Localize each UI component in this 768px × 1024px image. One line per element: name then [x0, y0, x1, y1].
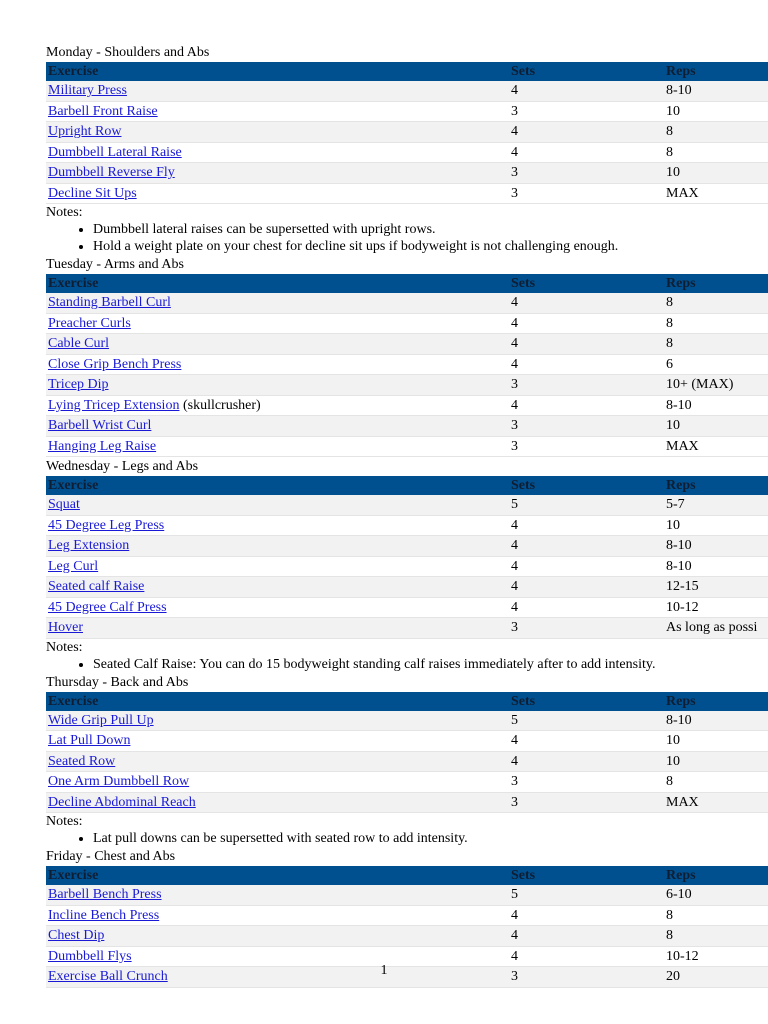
exercise-cell [46, 436, 509, 457]
page-number: 1 [380, 963, 388, 978]
header-row [46, 692, 768, 711]
sets-cell: 5 [509, 495, 664, 515]
sets-cell: 4 [509, 597, 664, 618]
reps-column-header: Reps [664, 866, 768, 885]
exercise-link[interactable]: Chest Dip [48, 928, 105, 944]
exercise-table [46, 274, 768, 457]
exercise-cell [46, 597, 509, 618]
reps-cell: 8-10 [664, 395, 768, 416]
reps-column-header: Reps [664, 274, 768, 293]
exercise-table [46, 62, 768, 204]
notes-label: Notes: [46, 639, 83, 655]
sets-cell: 3 [509, 101, 664, 122]
day-section [46, 673, 768, 848]
exercise-column-header: Exercise [46, 274, 509, 293]
exercise-link[interactable]: Barbell Wrist Curl [48, 418, 152, 434]
reps-cell: 8 [664, 122, 768, 143]
reps-cell: 8-10 [664, 81, 768, 101]
exercise-link[interactable]: Preacher Curls [48, 315, 131, 331]
sets-cell: 5 [509, 885, 664, 905]
sets-cell: 4 [509, 293, 664, 313]
day-title: Friday - Chest and Abs [46, 849, 176, 864]
reps-column-header: Reps [664, 62, 768, 81]
exercise-cell [46, 792, 509, 813]
exercise-link[interactable]: Barbell Front Raise [48, 103, 158, 119]
sets-cell: 3 [509, 792, 664, 813]
exercise-cell [46, 122, 509, 143]
table-row [46, 905, 768, 926]
reps-cell: 8 [664, 926, 768, 947]
exercise-cell [46, 905, 509, 926]
reps-cell: 10 [664, 163, 768, 184]
table-header [46, 476, 768, 495]
reps-cell: 8 [664, 293, 768, 313]
exercise-link[interactable]: Leg Extension [48, 538, 130, 554]
table-row [46, 395, 768, 416]
sets-cell: 4 [509, 354, 664, 375]
exercise-link[interactable]: Wide Grip Pull Up [48, 712, 154, 728]
table-row [46, 354, 768, 375]
reps-cell: 12-15 [664, 577, 768, 598]
day-section [46, 457, 768, 673]
table-body [46, 711, 768, 813]
table-header [46, 62, 768, 81]
exercise-cell [46, 926, 509, 947]
note-item: • Dumbbell lateral raises can be supersetted with upright rows. [93, 221, 768, 238]
table-row [46, 792, 768, 813]
sets-cell: 3 [509, 772, 664, 793]
sets-cell: 4 [509, 926, 664, 947]
reps-cell: 10 [664, 731, 768, 752]
exercise-link[interactable]: Squat [48, 497, 80, 513]
sets-cell: 3 [509, 618, 664, 639]
exercise-cell [46, 354, 509, 375]
table-body [46, 495, 768, 638]
exercise-cell [46, 395, 509, 416]
table-row [46, 334, 768, 355]
exercise-link[interactable]: One Arm Dumbbell Row [48, 774, 190, 790]
sets-cell: 4 [509, 731, 664, 752]
exercise-note-text: (skullcrusher) [182, 397, 261, 413]
table-row [46, 101, 768, 122]
reps-column-header: Reps [664, 692, 768, 711]
reps-cell: 8-10 [664, 711, 768, 731]
notes-list [46, 656, 768, 673]
sets-cell: 3 [509, 416, 664, 437]
exercise-link[interactable]: Tricep Dip [48, 377, 109, 393]
reps-cell: 10 [664, 515, 768, 536]
exercise-link[interactable]: Leg Curl [48, 558, 99, 574]
sets-cell: 4 [509, 536, 664, 557]
exercise-link[interactable]: Upright Row [48, 124, 122, 140]
reps-cell: 10+ (MAX) [664, 375, 768, 396]
sets-cell: 3 [509, 375, 664, 396]
table-row [46, 436, 768, 457]
sets-cell: 4 [509, 81, 664, 101]
reps-cell: 8-10 [664, 536, 768, 557]
exercise-cell [46, 163, 509, 184]
table-row [46, 313, 768, 334]
sets-column-header: Sets [509, 62, 664, 81]
table-row [46, 122, 768, 143]
sets-cell: 4 [509, 395, 664, 416]
exercise-cell [46, 101, 509, 122]
exercise-cell [46, 293, 509, 313]
sets-cell: 4 [509, 515, 664, 536]
table-row [46, 556, 768, 577]
table-body [46, 293, 768, 457]
exercise-column-header: Exercise [46, 692, 509, 711]
table-row [46, 293, 768, 313]
reps-cell: 10-12 [664, 597, 768, 618]
table-row [46, 885, 768, 905]
exercise-link[interactable]: Incline Bench Press [48, 907, 160, 923]
reps-cell: MAX [664, 436, 768, 457]
table-row [46, 597, 768, 618]
reps-cell: 8-10 [664, 556, 768, 577]
exercise-cell [46, 183, 509, 204]
exercise-cell [46, 556, 509, 577]
reps-cell: 20 [664, 967, 768, 988]
exercise-table [46, 692, 768, 814]
sets-cell: 4 [509, 946, 664, 967]
note-item: • Seated Calf Raise: You can do 15 bodyweight standing calf raises immediately after to add intensity. [93, 656, 768, 673]
table-row [46, 926, 768, 947]
note-item: • Hold a weight plate on your chest for decline sit ups if bodyweight is not challenging enough. [93, 238, 768, 255]
sets-cell: 4 [509, 122, 664, 143]
exercise-cell [46, 375, 509, 396]
day-title: Thursday - Back and Abs [46, 674, 189, 690]
table-row [46, 536, 768, 557]
table-row [46, 751, 768, 772]
day-section [46, 255, 768, 457]
table-row [46, 416, 768, 437]
exercise-link[interactable]: Exercise Ball Crunch [48, 969, 168, 985]
table-row [46, 577, 768, 598]
sets-cell: 5 [509, 711, 664, 731]
note-item: • Lat pull downs can be supersetted with seated row to add intensity. [93, 830, 768, 847]
notes-list [46, 221, 768, 255]
exercise-link[interactable]: Seated calf Raise [48, 579, 145, 595]
exercise-cell [46, 731, 509, 752]
reps-cell: 8 [664, 905, 768, 926]
exercise-column-header: Exercise [46, 866, 509, 885]
exercise-cell [46, 515, 509, 536]
exercise-link[interactable]: Standing Barbell Curl [48, 295, 171, 311]
exercise-link[interactable]: 45 Degree Calf Press [48, 599, 167, 615]
day-title: Wednesday - Legs and Abs [46, 459, 199, 474]
exercise-link[interactable]: Close Grip Bench Press [48, 356, 182, 372]
sets-column-header: Sets [509, 274, 664, 293]
sets-cell: 4 [509, 142, 664, 163]
exercise-link[interactable]: Decline Sit Ups [48, 185, 137, 201]
exercise-cell [46, 81, 509, 101]
table-row [46, 142, 768, 163]
header-row [46, 62, 768, 81]
exercise-cell [46, 536, 509, 557]
reps-cell: 8 [664, 142, 768, 163]
exercise-cell [46, 577, 509, 598]
table-row [46, 183, 768, 204]
header-row [46, 476, 768, 495]
sets-column-header: Sets [509, 866, 664, 885]
exercise-cell [46, 751, 509, 772]
day-title: Tuesday - Arms and Abs [46, 257, 184, 272]
exercise-cell [46, 618, 509, 639]
exercise-column-header: Exercise [46, 476, 509, 495]
exercise-link[interactable]: Lat Pull Down [48, 733, 131, 749]
exercise-link[interactable]: Hanging Leg Raise [48, 438, 157, 454]
reps-cell: 10 [664, 101, 768, 122]
workout-document [46, 43, 768, 988]
header-row [46, 274, 768, 293]
exercise-cell [46, 416, 509, 437]
sets-column-header: Sets [509, 476, 664, 495]
sets-cell: 4 [509, 905, 664, 926]
table-row [46, 515, 768, 536]
table-header [46, 866, 768, 885]
day-title: Monday - Shoulders and Abs [46, 45, 210, 60]
reps-cell: 10 [664, 751, 768, 772]
reps-cell: 10-12 [664, 946, 768, 967]
sets-cell: 3 [509, 967, 664, 988]
sets-column-header: Sets [509, 692, 664, 711]
exercise-cell [46, 495, 509, 515]
reps-cell: 10 [664, 416, 768, 437]
reps-cell: 8 [664, 334, 768, 355]
reps-cell: MAX [664, 183, 768, 204]
exercise-cell [46, 334, 509, 355]
sets-cell: 4 [509, 751, 664, 772]
notes-label: Notes: [46, 205, 83, 220]
exercise-cell [46, 772, 509, 793]
day-section [46, 43, 768, 255]
table-header [46, 692, 768, 711]
exercise-link[interactable]: Dumbbell Lateral Raise [48, 144, 182, 160]
table-row [46, 618, 768, 639]
exercise-link[interactable]: Lying Tricep Extension [48, 397, 180, 413]
sets-cell: 4 [509, 313, 664, 334]
reps-cell: As long as possi [664, 618, 768, 639]
sets-cell: 4 [509, 334, 664, 355]
exercise-cell [46, 142, 509, 163]
exercise-link[interactable]: Seated Row [48, 753, 116, 769]
exercise-link[interactable]: Dumbbell Reverse Fly [48, 165, 175, 181]
table-row [46, 495, 768, 515]
exercise-link[interactable]: Hover [48, 620, 83, 636]
reps-column-header: Reps [664, 476, 768, 495]
table-header [46, 274, 768, 293]
exercise-column-header: Exercise [46, 62, 509, 81]
table-row [46, 772, 768, 793]
table-row [46, 731, 768, 752]
notes-list [46, 830, 768, 847]
table-row [46, 81, 768, 101]
reps-cell: 5-7 [664, 495, 768, 515]
table-row [46, 163, 768, 184]
exercise-cell [46, 313, 509, 334]
exercise-link[interactable]: Military Press [48, 83, 127, 99]
exercise-link[interactable]: 45 Degree Leg Press [48, 517, 165, 533]
reps-cell: 8 [664, 313, 768, 334]
reps-cell: 8 [664, 772, 768, 793]
notes-label: Notes: [46, 814, 83, 829]
reps-cell: 6-10 [664, 885, 768, 905]
exercise-link[interactable]: Decline Abdominal Reach [48, 794, 196, 810]
table-row [46, 711, 768, 731]
exercise-link[interactable]: Cable Curl [48, 336, 110, 352]
exercise-link[interactable]: Dumbbell Flys [48, 948, 132, 964]
table-row [46, 375, 768, 396]
sets-cell: 4 [509, 577, 664, 598]
exercise-link[interactable]: Barbell Bench Press [48, 887, 162, 903]
sets-cell: 4 [509, 556, 664, 577]
sets-cell: 3 [509, 163, 664, 184]
exercise-cell [46, 711, 509, 731]
sets-cell: 3 [509, 436, 664, 457]
reps-cell: MAX [664, 792, 768, 813]
exercise-table [46, 476, 768, 639]
reps-cell: 6 [664, 354, 768, 375]
table-body [46, 81, 768, 204]
header-row [46, 866, 768, 885]
sets-cell: 3 [509, 183, 664, 204]
exercise-cell [46, 885, 509, 905]
